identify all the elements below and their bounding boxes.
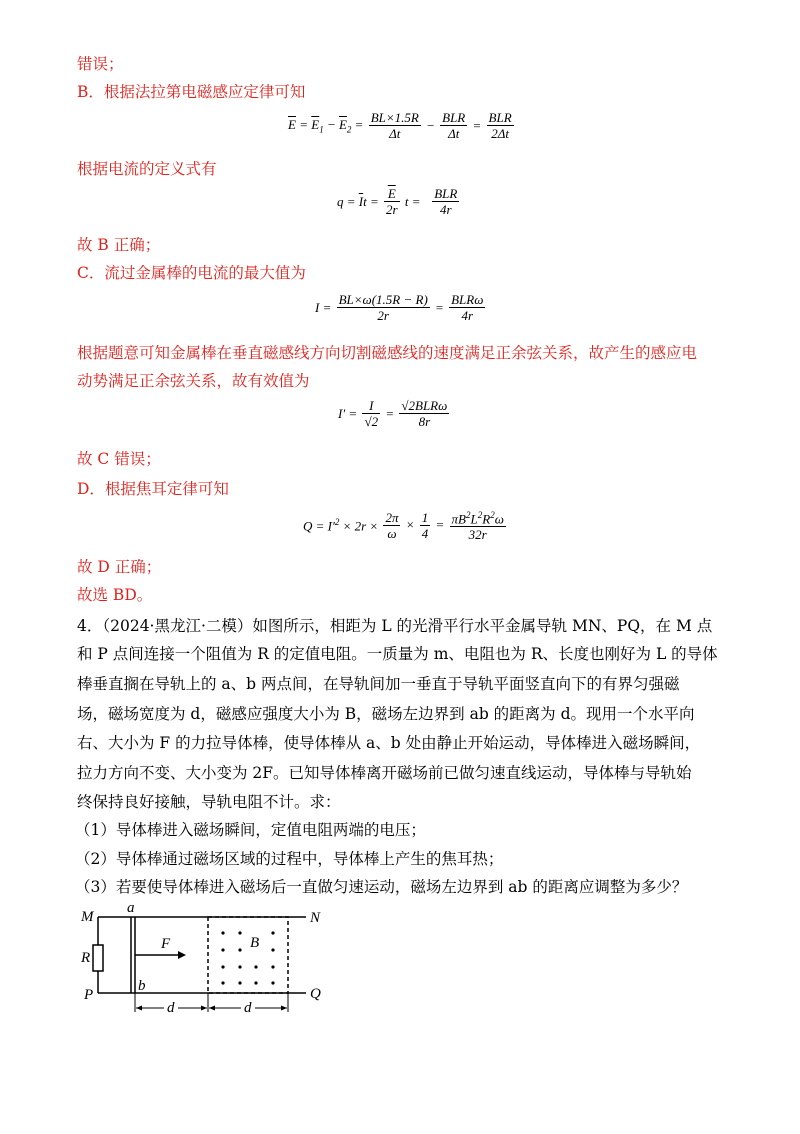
formula-effective-current: I′ = $\frac{I}{√2}$ = $\frac{\text{√2BLRω}}{8r}$ (338, 398, 448, 429)
rail-diagram (78, 900, 338, 1020)
magnetic-field-region (208, 917, 288, 993)
problem-line: 右、大小为 F 的力拉导体棒，使导体棒从 a、b 处由静止开始运动，导体棒进入磁场瞬间， (77, 734, 701, 752)
solution-D-correct: 故 D 正确； (77, 558, 162, 576)
problem-line: 拉力方向不变、大小变为 2F。已知导体棒离开磁场前已做匀速直线运动，导体棒与导轨始 (77, 764, 692, 782)
label-d-right: d (244, 1000, 252, 1016)
solution-C-wrong: 故 C 错误； (77, 450, 161, 468)
solution-effective-line-2: 动势满足正余弦关系，故有效值为 (77, 372, 310, 390)
field-dots (221, 931, 274, 984)
problem-line: 场，磁场宽度为 d，磁感应强度大小为 B，磁场左边界到 ab 的距离为 d。现用一个水平向 (77, 705, 695, 723)
label-d-left: d (167, 1000, 175, 1016)
problem-line: 和 P 点间连接一个阻值为 R 的定值电阻。一质量为 m、电阻也为 R、长度也刚好为 L 的导体 (77, 645, 718, 663)
label-Q: Q (310, 986, 321, 1002)
question-3: （3）若要使导体棒进入磁场后一直做匀速运动，磁场左边界到 ab 的距离应调整为多少？ (75, 878, 688, 896)
formula-joule-heat: $Q = I'^2 \times 2r$ × $\frac{2\pi}{\omega}$ × $\frac{1}{4}$ = $\frac{\pi B^2L^2R^2\omega}{32r}$ (303, 509, 504, 543)
problem-line: 终保持良好接触，导轨电阻不计。求： (77, 793, 341, 811)
problem-line: 4．（2024·黑龙江·二模）如图所示，相距为 L 的光滑平行水平金属导轨 MN、PQ，在 M 点 (77, 617, 713, 635)
problem-line: 棒垂直搁在导轨上的 a、b 两点间，在导轨间加一垂直于导轨平面竖直向下的有界匀强磁 (77, 675, 680, 693)
formula-emf-average: $\overline{E} = \overline{E}_1 - \overline{E}_2$ = $\frac{BL\times 1.5R}{\Delta t}$ − $\frac{\text{BLR}}{\Delta t}$ = $\frac{\text{BLR}}{2\Delta t}$ (288, 110, 512, 141)
question-1: （1）导体棒进入磁场瞬间，定值电阻两端的电压； (75, 821, 426, 839)
solution-B-correct: 故 B 正确； (77, 236, 161, 254)
solution-answer: 故选 BD。 (77, 586, 153, 604)
solution-B-heading: B．根据法拉第电磁感应定律可知 (77, 83, 306, 101)
solution-current-definition: 根据电流的定义式有 (77, 160, 217, 178)
label-M: M (81, 909, 94, 925)
formula-max-current: I = $\frac{BL\times\omega(1.5R - R)}{2r}$ = $\frac{\text{BLRω}}{4r}$ (315, 292, 484, 323)
solution-C-heading: C．流过金属棒的电流的最大值为 (77, 264, 306, 282)
solution-line-wrong: 错误； (77, 55, 124, 73)
label-P: P (84, 987, 94, 1003)
resistor (93, 945, 103, 971)
formula-charge: $q = \overline{I}t$ = $\frac{\overline{E}}{2r}$ t = $\frac{\text{BLR}}{4r}$ (337, 186, 458, 217)
label-B: B (250, 935, 260, 951)
label-N: N (310, 910, 321, 926)
question-2: （2）导体棒通过磁场区域的过程中，导体棒上产生的焦耳热； (75, 850, 504, 868)
label-F: F (161, 936, 171, 952)
solution-D-heading: D．根据焦耳定律可知 (77, 480, 229, 498)
label-a: a (127, 900, 135, 916)
solution-effective-line-1: 根据题意可知金属棒在垂直磁感线方向切割磁感线的速度满足正余弦关系，故产生的感应电 (77, 344, 698, 362)
label-R: R (81, 950, 91, 966)
label-b: b (138, 978, 146, 994)
